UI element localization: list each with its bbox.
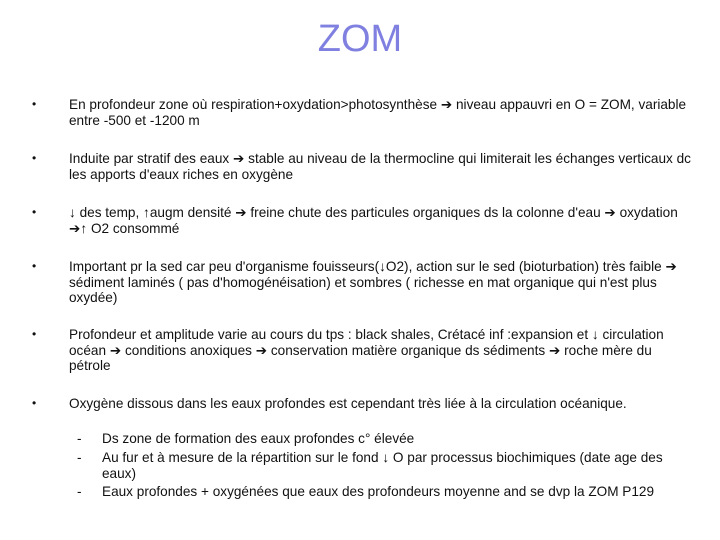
bullet-marker: • bbox=[32, 205, 37, 219]
bullet-marker: • bbox=[32, 327, 37, 341]
bullet-text: En profondeur zone où respiration+oxydation>photosynthèse ➔ niveau appauvri en O = ZOM, variable entre -500 et -1200 m bbox=[69, 97, 687, 128]
sub-text: Ds zone de formation des eaux profondes c° élevée bbox=[102, 431, 415, 446]
bullet-text: Oxygène dissous dans les eaux profondes est cependant très liée à la circulation océanique. bbox=[69, 396, 627, 411]
bullet-marker: • bbox=[32, 259, 37, 273]
sub-marker: - bbox=[77, 431, 82, 446]
bullet-marker: • bbox=[32, 396, 37, 410]
bullet-marker: • bbox=[32, 97, 37, 111]
page-title: ZOM bbox=[317, 18, 403, 60]
sub-marker: - bbox=[77, 450, 82, 465]
bullet-text: ↓ des temp, ↑augm densité ➔ freine chute des particules organiques ds la colonne d'eau ➔ oxydation ➔↑ O2 consommé bbox=[69, 205, 678, 236]
bullet-text: Induite par stratif des eaux ➔ stable au niveau de la thermocline qui limiterait les échanges verticaux dc les apports d'eaux riches en oxygène bbox=[69, 151, 691, 182]
bullet-marker: • bbox=[32, 151, 37, 165]
sub-text: Au fur et à mesure de la répartition sur le fond ↓ O par processus biochimiques (date age des eaux) bbox=[102, 450, 663, 481]
bullet-text: Important pr la sed car peu d'organisme fouisseurs(↓O2), action sur le sed (bioturbation) très faible ➔ sédiment laminés ( pas d'homogénéisation) et sombres ( richesse en mat organique qui n'est plus oxydée) bbox=[69, 259, 677, 305]
bullet-text: Profondeur et amplitude varie au cours du tps : black shales, Crétacé inf :expansion et ↓ circulation océan ➔ conditions anoxiques ➔ conservation matière organique ds sédiments ➔ roche mère du pétrole bbox=[69, 327, 664, 373]
sub-text: Eaux profondes + oxygénées que eaux des profondeurs moyenne and se dvp la ZOM P129 bbox=[102, 484, 655, 499]
sub-marker: - bbox=[77, 484, 82, 499]
